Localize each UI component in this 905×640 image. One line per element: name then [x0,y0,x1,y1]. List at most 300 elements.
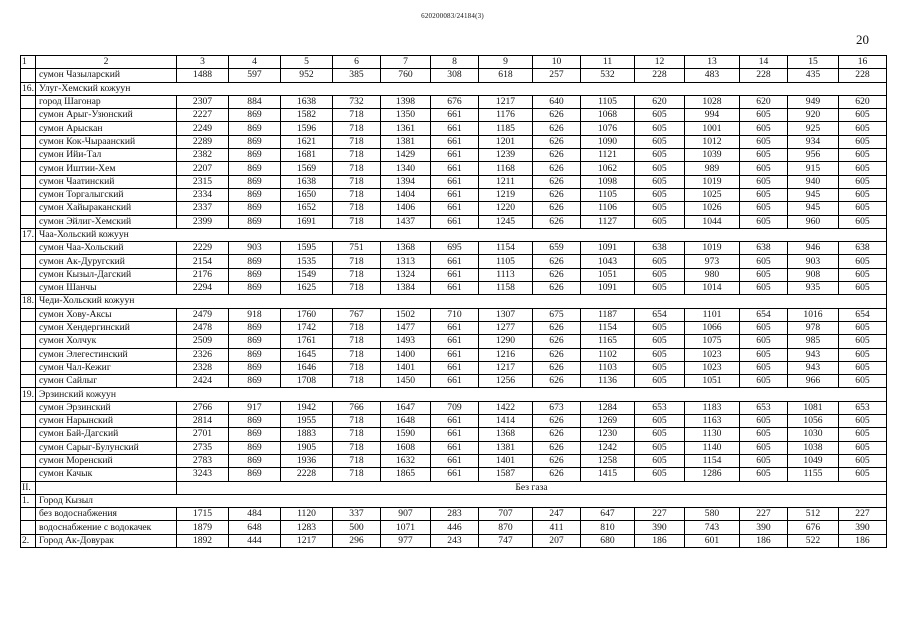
value-cell: 605 [740,175,788,188]
table-row [21,401,887,414]
value-cell: 710 [431,308,479,321]
value-cell: 605 [635,282,685,295]
value-cell: 1028 [685,95,740,108]
value-cell: 435 [788,69,839,82]
value-cell: 1140 [685,441,740,454]
value-cell: 935 [788,282,839,295]
value-cell: 718 [333,215,381,228]
value-cell: 605 [635,348,685,361]
value-cell: 605 [635,255,685,268]
value-cell: 1121 [581,149,635,162]
value-cell: 186 [839,534,887,547]
value-cell: 1681 [281,149,333,162]
value-cell: 661 [431,335,479,348]
value-cell: 605 [740,415,788,428]
value-cell: 869 [229,361,281,374]
value-cell: 1105 [479,255,533,268]
value-cell: 1582 [281,109,333,122]
column-header: 3 [177,56,229,69]
value-cell: 661 [431,135,479,148]
value-cell: 1502 [381,308,431,321]
settlement-name: сумон Холчук [36,335,177,348]
section-row [21,481,887,494]
value-cell: 973 [685,255,740,268]
value-cell: 257 [533,69,581,82]
value-cell: 227 [839,508,887,521]
value-cell: 2334 [177,188,229,201]
value-cell: 920 [788,109,839,122]
table-row [21,149,887,162]
column-header: 16 [839,56,887,69]
value-cell: 605 [839,215,887,228]
section-title: Улуг-Хемский кожуун [36,82,887,95]
value-cell: 766 [333,401,381,414]
settlement-name: Город Ак-Довурак [36,534,177,547]
section-title: Без газа [177,481,887,494]
value-cell: 1422 [479,401,533,414]
value-cell: 1158 [479,282,533,295]
table-row [21,508,887,521]
value-cell: 661 [431,268,479,281]
value-cell: 1437 [381,215,431,228]
value-cell: 718 [333,348,381,361]
value-cell: 1608 [381,441,431,454]
value-cell: 918 [229,308,281,321]
value-cell: 605 [635,202,685,215]
value-cell: 661 [431,441,479,454]
table-row [21,361,887,374]
value-cell: 580 [685,508,740,521]
value-cell: 884 [229,95,281,108]
value-cell: 1217 [479,361,533,374]
value-cell: 605 [635,335,685,348]
value-cell: 978 [788,321,839,334]
value-cell: 605 [740,202,788,215]
value-cell: 1217 [479,95,533,108]
value-cell: 1955 [281,415,333,428]
column-header: 11 [581,56,635,69]
value-cell: 1183 [685,401,740,414]
table-row [21,454,887,467]
column-header: 7 [381,56,431,69]
table-row [21,308,887,321]
value-cell: 605 [740,441,788,454]
value-cell: 2479 [177,308,229,321]
table-row [21,242,887,255]
value-cell: 1632 [381,454,431,467]
value-cell: 1414 [479,415,533,428]
row-number [21,135,36,148]
section-title: Чеди-Хольский кожуун [36,295,887,308]
column-header: 15 [788,56,839,69]
settlement-name: сумон Ийи-Тал [36,149,177,162]
value-cell: 1014 [685,282,740,295]
value-cell: 869 [229,441,281,454]
value-cell: 2509 [177,335,229,348]
section-title: Эрзинский кожуун [36,388,887,401]
value-cell: 1220 [479,202,533,215]
value-cell: 1105 [581,188,635,201]
row-number [21,321,36,334]
value-cell: 228 [839,69,887,82]
value-cell: 943 [788,361,839,374]
value-cell: 605 [839,321,887,334]
settlement-name: сумон Чазыларский [36,69,177,82]
column-header: 8 [431,56,479,69]
value-cell: 1638 [281,95,333,108]
table-row [21,468,887,481]
table-row [21,95,887,108]
settlement-name: сумон Хендергинский [36,321,177,334]
value-cell: 695 [431,242,479,255]
value-cell: 1071 [381,521,431,534]
row-number [21,69,36,82]
value-cell: 718 [333,202,381,215]
value-cell: 227 [635,508,685,521]
column-header: 14 [740,56,788,69]
value-cell: 718 [333,188,381,201]
settlement-name: сумон Чаа-Хольский [36,242,177,255]
row-number [21,188,36,201]
value-cell: 1075 [685,335,740,348]
value-cell: 605 [839,149,887,162]
value-cell: 2326 [177,348,229,361]
value-cell: 718 [333,454,381,467]
value-cell: 605 [740,454,788,467]
value-cell: 661 [431,375,479,388]
value-cell: 718 [333,282,381,295]
value-cell: 661 [431,415,479,428]
value-cell: 2207 [177,162,229,175]
value-cell: 605 [635,361,685,374]
value-cell: 1892 [177,534,229,547]
value-cell: 1066 [685,321,740,334]
value-cell: 1569 [281,162,333,175]
value-cell: 605 [635,149,685,162]
column-header: 2 [36,56,177,69]
value-cell: 1201 [479,135,533,148]
settlement-name: сумон Сарыг-Булунский [36,441,177,454]
value-cell: 751 [333,242,381,255]
value-cell: 1286 [685,468,740,481]
value-cell: 980 [685,268,740,281]
table-row [21,415,887,428]
value-cell: 1590 [381,428,431,441]
value-cell: 1245 [479,215,533,228]
value-cell: 718 [333,441,381,454]
value-cell: 680 [581,534,635,547]
value-cell: 605 [740,215,788,228]
value-cell: 605 [635,175,685,188]
value-cell: 940 [788,175,839,188]
value-cell: 2478 [177,321,229,334]
value-cell: 2249 [177,122,229,135]
value-cell: 1350 [381,109,431,122]
value-cell: 1136 [581,375,635,388]
table-row [21,335,887,348]
value-cell: 605 [740,361,788,374]
value-cell: 605 [635,162,685,175]
value-cell: 1283 [281,521,333,534]
value-cell: 1154 [685,454,740,467]
table-row [21,188,887,201]
section-title: Чаа-Хольский кожуун [36,228,887,241]
value-cell: 661 [431,122,479,135]
value-cell: 626 [533,202,581,215]
value-cell: 1691 [281,215,333,228]
value-cell: 869 [229,175,281,188]
column-header: 1 [21,56,36,69]
value-cell: 605 [839,255,887,268]
value-cell: 605 [740,282,788,295]
value-cell: 605 [839,441,887,454]
table-row [21,69,887,82]
section-row [21,388,887,401]
value-cell: 709 [431,401,479,414]
value-cell: 707 [479,508,533,521]
value-cell: 2176 [177,268,229,281]
value-cell: 1621 [281,135,333,148]
value-cell: 605 [839,175,887,188]
value-cell: 1384 [381,282,431,295]
value-cell: 661 [431,282,479,295]
value-cell: 446 [431,521,479,534]
value-cell: 626 [533,122,581,135]
value-cell: 661 [431,321,479,334]
value-cell: 1120 [281,508,333,521]
value-cell: 869 [229,149,281,162]
settlement-name: сумон Нарынский [36,415,177,428]
value-cell: 1340 [381,162,431,175]
settlement-name: сумон Кызыл-Дагский [36,268,177,281]
value-cell: 1062 [581,162,635,175]
value-cell: 661 [431,202,479,215]
value-cell: 1450 [381,375,431,388]
value-cell: 605 [635,375,685,388]
value-cell: 597 [229,69,281,82]
value-cell: 903 [788,255,839,268]
value-cell: 1187 [581,308,635,321]
value-cell: 207 [533,534,581,547]
value-cell: 605 [839,135,887,148]
row-number [21,508,36,521]
row-number [21,255,36,268]
value-cell: 1023 [685,348,740,361]
value-cell: 605 [635,321,685,334]
row-number [21,415,36,428]
value-cell: 1068 [581,109,635,122]
value-cell: 2766 [177,401,229,414]
value-cell: 605 [740,109,788,122]
value-cell: 1165 [581,335,635,348]
value-cell: 903 [229,242,281,255]
value-cell: 1535 [281,255,333,268]
value-cell: 1030 [788,428,839,441]
value-cell: 2783 [177,454,229,467]
value-cell: 718 [333,268,381,281]
value-cell: 676 [431,95,479,108]
value-cell: 654 [740,308,788,321]
value-cell: 718 [333,375,381,388]
value-cell: 1154 [581,321,635,334]
value-cell: 605 [839,361,887,374]
value-cell: 661 [431,348,479,361]
value-cell: 2735 [177,441,229,454]
value-cell: 626 [533,348,581,361]
value-cell: 1307 [479,308,533,321]
value-cell: 675 [533,308,581,321]
value-cell: 620 [839,95,887,108]
value-cell: 1217 [281,534,333,547]
value-cell: 2424 [177,375,229,388]
value-cell: 605 [740,335,788,348]
value-cell: 605 [635,468,685,481]
value-cell: 1879 [177,521,229,534]
value-cell: 747 [479,534,533,547]
value-cell: 605 [635,415,685,428]
value-cell: 283 [431,508,479,521]
value-cell: 385 [333,69,381,82]
value-cell: 512 [788,508,839,521]
value-cell: 1051 [581,268,635,281]
settlement-name: сумон Чал-Кежиг [36,361,177,374]
value-cell: 620 [635,95,685,108]
value-cell: 654 [635,308,685,321]
row-number [21,441,36,454]
value-cell: 994 [685,109,740,122]
value-cell: 718 [333,109,381,122]
value-cell: 2701 [177,428,229,441]
value-cell: 1039 [685,149,740,162]
value-cell: 869 [229,454,281,467]
value-cell: 945 [788,188,839,201]
value-cell: 1368 [479,428,533,441]
value-cell: 1650 [281,188,333,201]
section-number: 17. [22,229,34,240]
row-number [21,348,36,361]
value-cell: 1102 [581,348,635,361]
value-cell: 2228 [281,468,333,481]
value-cell: 1646 [281,361,333,374]
value-cell: 661 [431,162,479,175]
settlement-name: сумон Моренский [36,454,177,467]
value-cell: 908 [788,268,839,281]
value-cell: 626 [533,135,581,148]
value-cell: 522 [788,534,839,547]
value-cell: 960 [788,215,839,228]
value-cell: 2315 [177,175,229,188]
value-cell: 653 [635,401,685,414]
value-cell: 1647 [381,401,431,414]
value-cell: 605 [740,188,788,201]
value-cell: 1549 [281,268,333,281]
value-cell: 605 [839,415,887,428]
value-cell: 626 [533,268,581,281]
column-header: 10 [533,56,581,69]
value-cell: 626 [533,321,581,334]
table-row [21,175,887,188]
value-cell: 1211 [479,175,533,188]
value-cell: 869 [229,162,281,175]
value-cell: 661 [431,255,479,268]
value-cell: 605 [740,268,788,281]
document-id: 620200083/24184(3) [421,12,484,20]
value-cell: 228 [635,69,685,82]
empty-cell [36,481,177,494]
value-cell: 2814 [177,415,229,428]
row-number [21,468,36,481]
value-cell: 1090 [581,135,635,148]
value-cell: 869 [229,321,281,334]
value-cell: 1258 [581,454,635,467]
value-cell: 337 [333,508,381,521]
value-cell: 1103 [581,361,635,374]
value-cell: 869 [229,428,281,441]
table-row [21,135,887,148]
value-cell: 1645 [281,348,333,361]
table-row [21,215,887,228]
value-cell: 1284 [581,401,635,414]
value-cell: 1277 [479,321,533,334]
value-cell: 2307 [177,95,229,108]
value-cell: 186 [635,534,685,547]
value-cell: 1638 [281,175,333,188]
value-cell: 1155 [788,468,839,481]
value-cell: 869 [229,202,281,215]
row-number [21,175,36,188]
value-cell: 760 [381,69,431,82]
value-cell: 1168 [479,162,533,175]
value-cell: 1368 [381,242,431,255]
table-row [21,521,887,534]
table-row [21,534,887,547]
value-cell: 661 [431,215,479,228]
value-cell: 444 [229,534,281,547]
settlement-name: сумон Арыг-Узюнский [36,109,177,122]
value-cell: 640 [533,95,581,108]
value-cell: 718 [333,135,381,148]
settlement-name: сумон Иштии-Хем [36,162,177,175]
value-cell: 2294 [177,282,229,295]
value-cell: 1016 [788,308,839,321]
settlement-name: сумон Хову-Аксы [36,308,177,321]
value-cell: 1091 [581,242,635,255]
value-cell: 946 [788,242,839,255]
value-cell: 605 [635,188,685,201]
value-cell: 659 [533,242,581,255]
value-cell: 626 [533,428,581,441]
settlement-name: водоснабжение с водокачек [36,521,177,534]
settlement-name: сумон Эйлиг-Хемский [36,215,177,228]
value-cell: 605 [740,255,788,268]
value-cell: 1105 [581,95,635,108]
value-cell: 718 [333,321,381,334]
column-header: 4 [229,56,281,69]
value-cell: 605 [839,454,887,467]
value-cell: 743 [685,521,740,534]
value-cell: 1488 [177,69,229,82]
value-cell: 626 [533,335,581,348]
value-cell: 605 [839,268,887,281]
value-cell: 661 [431,175,479,188]
column-header: 9 [479,56,533,69]
value-cell: 1101 [685,308,740,321]
value-cell: 1051 [685,375,740,388]
value-cell: 977 [381,534,431,547]
value-cell: 390 [635,521,685,534]
value-cell: 1415 [581,468,635,481]
value-cell: 869 [229,122,281,135]
